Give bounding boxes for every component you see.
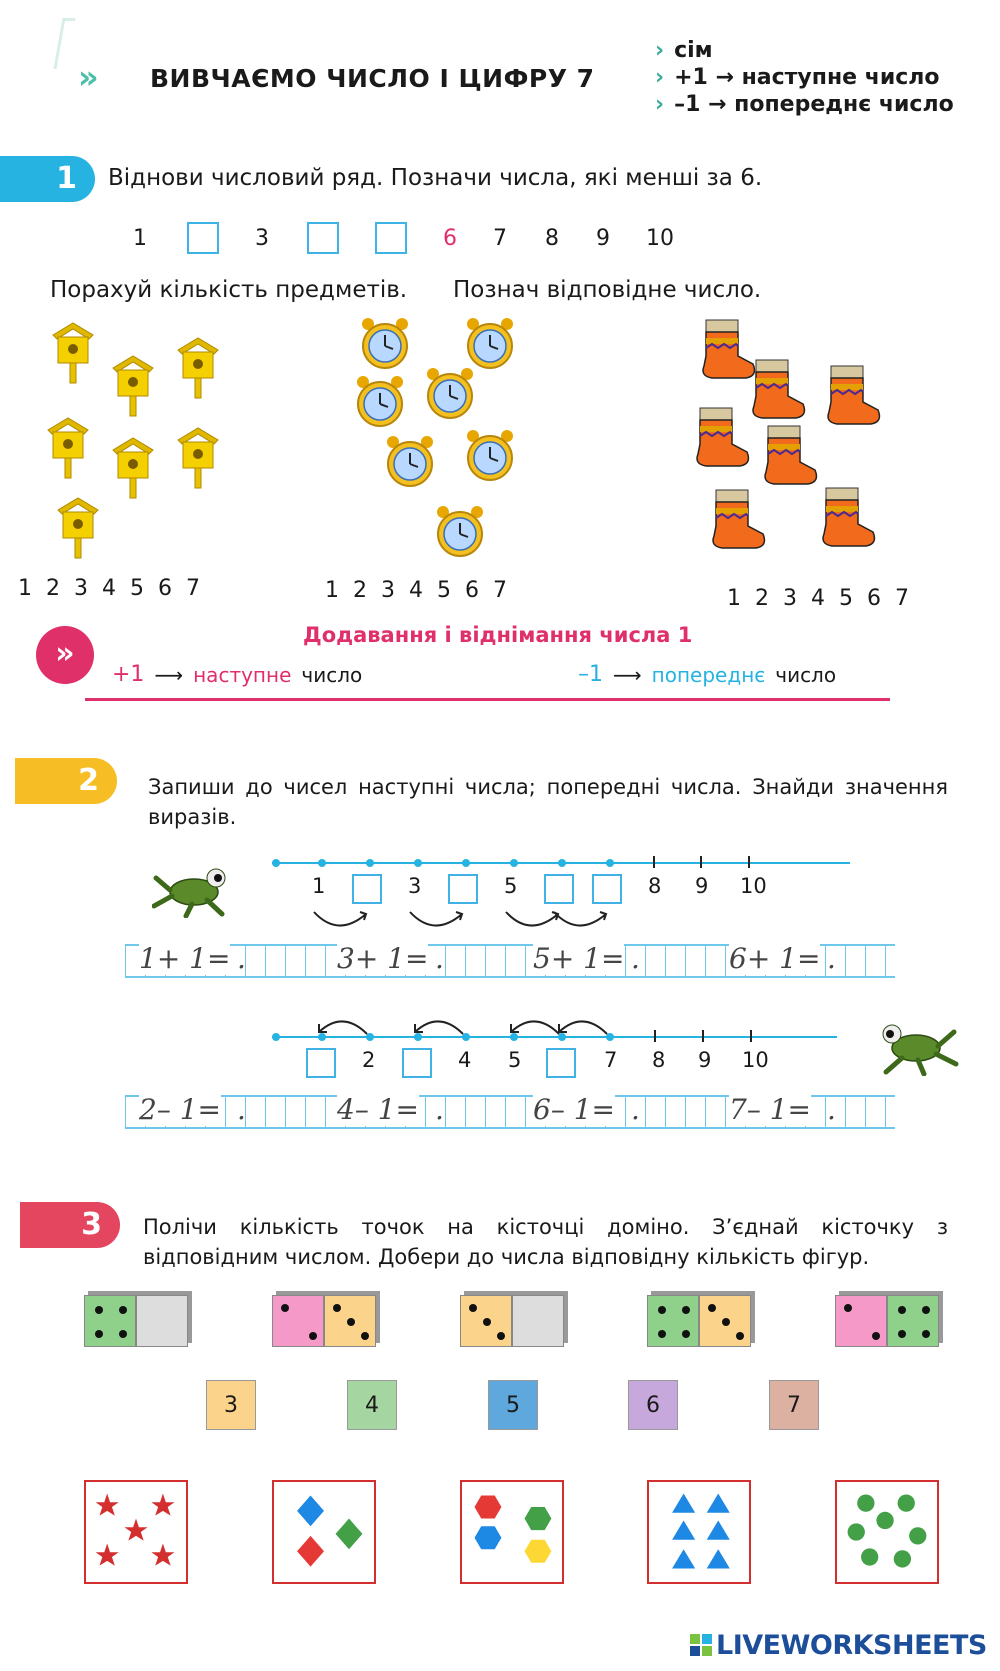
shape-box-hexagons[interactable] [460,1480,564,1584]
number-card[interactable]: 6 [628,1380,678,1430]
sock-icon [703,320,754,378]
count-number-option[interactable]: 2 [46,576,60,601]
triangle-icon [672,1549,695,1568]
line-tick [700,856,702,868]
line-point [462,1033,470,1041]
diamond-icon [336,1519,363,1550]
plus-one-rule: +1 ⟶ наступне число [112,662,363,687]
chevron-right-icon: › [655,38,665,63]
shape-box-diamonds[interactable] [272,1480,376,1584]
shape-box-circles[interactable] [835,1480,939,1584]
triangle-icon [672,1494,695,1513]
side-item: › сім [655,38,713,63]
circle-icon [894,1550,911,1567]
task-instruction: Віднови числовий ряд. Позначи числа, які менші за 6. [108,165,763,191]
task-number-tab: 2 [15,758,117,804]
chevron-right-icon: › [655,92,665,117]
count-number-option[interactable]: 2 [353,578,367,603]
line-point [510,1033,518,1041]
sock-icon [713,490,764,548]
count-instruction: Порахуй кількість предметів. [50,277,408,303]
sock-group [688,318,903,573]
star-icon [151,1544,174,1566]
count-number-option[interactable]: 5 [839,586,853,611]
line-point [318,1033,326,1041]
count-number-option[interactable]: 5 [130,576,144,601]
hexagon-icon [525,1540,552,1563]
birdhouse-icon [48,418,88,478]
line-point [510,859,518,867]
alarm-clock-icon [467,430,513,480]
hexagon-icon [475,1526,502,1549]
number-card[interactable]: 5 [488,1380,538,1430]
expression-grid: 1+ 1= . 3+ 1= . 5+ 1= . 6+ 1= . [125,944,895,978]
page-title: ВИВЧАЄМО ЧИСЛО І ЦИФРУ 7 [150,64,595,93]
alarm-clock-icon [437,506,483,556]
line-point [606,1033,614,1041]
frog-icon [872,1018,960,1076]
diamond-icon [297,1495,324,1526]
expression: 6– 1= [533,1093,615,1126]
line-point [272,1033,280,1041]
birdhouse-icon [53,323,93,383]
sequence-number: 9 [596,226,610,251]
line-tick [702,1030,704,1042]
line-tick [654,1030,656,1042]
line-point [558,1033,566,1041]
answer-box[interactable] [187,222,219,254]
expression: 2– 1= [139,1093,221,1126]
double-chevron-icon: » [78,58,99,96]
count-number-row [18,576,200,601]
count-number-option[interactable]: 3 [783,586,797,611]
banner-underline [85,698,890,701]
triangle-icon [707,1549,730,1568]
chevron-right-icon: › [655,65,665,90]
count-instruction: Познач відповідне число. [453,277,762,303]
alarm-clock-icon [387,436,433,486]
sequence-number: 3 [255,226,269,251]
alarm-clock-icon [362,318,408,368]
sequence-number-highlight: 6 [443,226,457,251]
count-number-row [325,578,507,603]
side-item: › –1 → попереднє число [655,92,954,117]
line-point [366,1033,374,1041]
triangle-icon [672,1520,695,1539]
answer-box[interactable] [402,1048,432,1078]
jump-arrows [310,908,630,938]
domino-tile[interactable] [272,1295,376,1347]
circle-icon [861,1548,878,1565]
birdhouse-icon [113,356,153,416]
task-number-tab: 1 [0,156,95,202]
count-number-option[interactable]: 1 [325,578,339,603]
sock-icon [753,360,804,418]
line-point [318,859,326,867]
line-point [606,859,614,867]
hexagon-icon [525,1507,552,1530]
count-number-option[interactable]: 4 [409,578,423,603]
line-point [366,859,374,867]
line-tick [653,856,655,868]
count-number-option[interactable]: 1 [18,576,32,601]
number-card[interactable]: 3 [206,1380,256,1430]
count-number-option[interactable]: 2 [755,586,769,611]
number-line-labels: 2 4 5 7 8 9 10 [272,1048,852,1088]
answer-box[interactable] [544,874,574,904]
banner-chevron-icon: » [36,626,94,684]
task-instruction: Полічи кількість точок на кісточці доміно. З’єднай кісточку з відповідним числом. Добери до числа відповідну кількість фігур. [143,1215,948,1269]
shape-box-stars[interactable] [84,1480,188,1584]
number-line-labels: 1 3 5 8 9 10 [272,874,852,914]
answer-box[interactable] [448,874,478,904]
answer-box[interactable] [307,222,339,254]
line-tick [750,1030,752,1042]
answer-box[interactable] [546,1048,576,1078]
side-item: › +1 → наступне число [655,65,940,90]
alarm-clock-group [355,318,535,573]
diamond-icon [297,1536,324,1567]
sock-icon [697,408,748,466]
star-icon [151,1494,174,1516]
count-number-option[interactable]: 4 [102,576,116,601]
expression: 1+ 1= [139,942,231,975]
count-number-option[interactable]: 3 [381,578,395,603]
liveworksheets-logo-icon [690,1634,712,1656]
expression: 5+ 1= [533,942,625,975]
alarm-clock-icon [357,376,403,426]
count-number-option[interactable]: 7 [895,586,909,611]
frog-icon [152,860,238,918]
number-card[interactable]: 7 [769,1380,819,1430]
star-icon [96,1494,119,1516]
sock-icon [828,366,879,424]
count-number-option[interactable]: 7 [186,576,200,601]
birdhouse-icon [58,498,98,558]
shape-box-triangles[interactable] [647,1480,751,1584]
expression: 3+ 1= [337,942,429,975]
arrow-right-icon: ⟶ [613,662,642,687]
circle-icon [857,1495,874,1512]
line-point [414,1033,422,1041]
expression: 6+ 1= [729,942,821,975]
count-number-row [727,586,909,611]
count-number-option[interactable]: 6 [465,578,479,603]
birdhouse-icon [178,428,218,488]
birdhouse-icon [178,338,218,398]
expression: 4– 1= [337,1093,419,1126]
line-point [272,859,280,867]
count-number-option[interactable]: 6 [158,576,172,601]
birdhouse-icon [113,438,153,498]
circle-icon [898,1495,915,1512]
circle-icon [876,1512,893,1529]
answer-box[interactable] [375,222,407,254]
sequence-number: 8 [545,226,559,251]
expression-grid: 2– 1= . 4– 1= . 6– 1= . 7– 1= . [125,1095,895,1129]
footer-brand: LIVEWORKSHEETS [716,1630,987,1661]
circle-icon [909,1527,926,1544]
sequence-number: 10 [646,226,674,251]
hexagon-icon [475,1495,502,1518]
domino-tile[interactable] [835,1295,939,1347]
count-number-option[interactable]: 6 [867,586,881,611]
alarm-clock-icon [427,368,473,418]
domino-tile[interactable] [84,1295,188,1347]
triangle-icon [707,1520,730,1539]
sock-icon [823,488,874,546]
answer-box[interactable] [352,874,382,904]
star-icon [96,1544,119,1566]
corner-mark [54,18,76,69]
count-number-option[interactable]: 1 [727,586,741,611]
domino-tile[interactable] [460,1295,564,1347]
minus-one-rule: –1 ⟶ попереднє число [578,662,837,687]
header-side-list [655,38,954,117]
count-number-option[interactable]: 7 [493,578,507,603]
sequence-number: 7 [493,226,507,251]
alarm-clock-icon [467,318,513,368]
answer-box[interactable] [592,874,622,904]
count-number-option[interactable]: 3 [74,576,88,601]
line-point [462,859,470,867]
answer-box[interactable] [306,1048,336,1078]
arrow-right-icon: ⟶ [154,662,184,687]
task-instruction: Запиши до чисел наступні числа; попередні числа. Знайди значення виразів. [148,775,948,829]
circle-icon [848,1523,865,1540]
task-number-tab: 3 [20,1202,120,1248]
star-icon [124,1519,147,1541]
banner-title: Додавання і віднімання числа 1 [303,623,693,647]
number-card[interactable]: 4 [347,1380,397,1430]
sock-icon [765,426,816,484]
line-point [414,859,422,867]
line-point [558,859,566,867]
birdhouse-group [38,318,233,568]
line-tick [748,856,750,868]
count-number-option[interactable]: 4 [811,586,825,611]
domino-tile[interactable] [647,1295,751,1347]
number-sequence [125,222,685,262]
expression: 7– 1= [729,1093,811,1126]
sequence-number: 1 [133,226,147,251]
triangle-icon [707,1494,730,1513]
count-number-option[interactable]: 5 [437,578,451,603]
